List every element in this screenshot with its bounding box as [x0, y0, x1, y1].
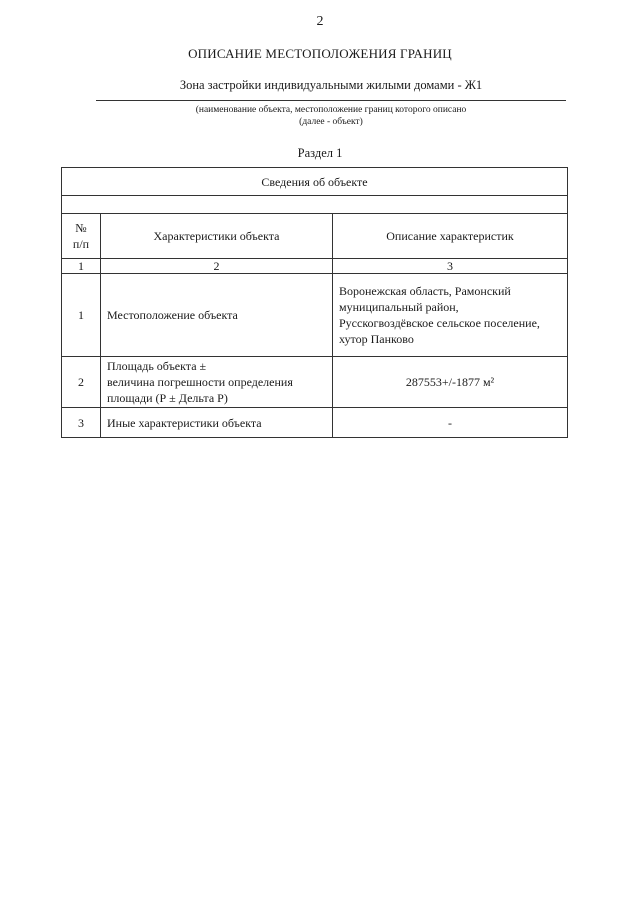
row-description: Воронежская область, Рамонский муниципальный район, Русскогвоздёвское сельское поселение, хутор Панково — [333, 274, 568, 357]
table-header-row — [62, 214, 568, 259]
row-characteristic: Местоположение объекта — [101, 274, 333, 357]
column-number: 1 — [62, 259, 101, 274]
table-spacer-cell — [62, 196, 568, 214]
row-characteristic: Иные характеристики объекта — [101, 408, 333, 438]
row-number: 3 — [62, 408, 101, 438]
object-name-caption-line-2: (далее - объект) — [299, 117, 363, 127]
row-description: 287553+/-1877 м² — [333, 357, 568, 408]
column-number-row — [62, 259, 568, 274]
object-name-caption — [96, 104, 566, 128]
header-description: Описание характеристик — [333, 214, 568, 259]
object-info-table — [61, 167, 568, 438]
object-name-caption-line-1: (наименование объекта, местоположение границ которого описано — [195, 105, 467, 115]
row-number: 2 — [62, 357, 101, 408]
object-name: Зона застройки индивидуальными жилыми домами - Ж1 — [179, 78, 483, 92]
table-row — [62, 274, 568, 357]
table-caption: Сведения об объекте — [62, 168, 568, 196]
table-caption-row — [62, 168, 568, 196]
column-number: 3 — [333, 259, 568, 274]
row-number: 1 — [62, 274, 101, 357]
section-title: Раздел 1 — [297, 146, 343, 160]
row-description: - — [333, 408, 568, 438]
header-number: № п/п — [62, 214, 101, 259]
row-characteristic: Площадь объекта ± величина погрешности определения площади (Р ± Дельта Р) — [101, 357, 333, 408]
table-spacer-row — [62, 196, 568, 214]
table-row — [62, 408, 568, 438]
document-title: ОПИСАНИЕ МЕСТОПОЛОЖЕНИЯ ГРАНИЦ — [188, 46, 452, 61]
table-row — [62, 357, 568, 408]
page-number: 2 — [316, 14, 324, 29]
object-name-underline — [96, 100, 566, 101]
column-number: 2 — [101, 259, 333, 274]
header-characteristic: Характеристики объекта — [101, 214, 333, 259]
